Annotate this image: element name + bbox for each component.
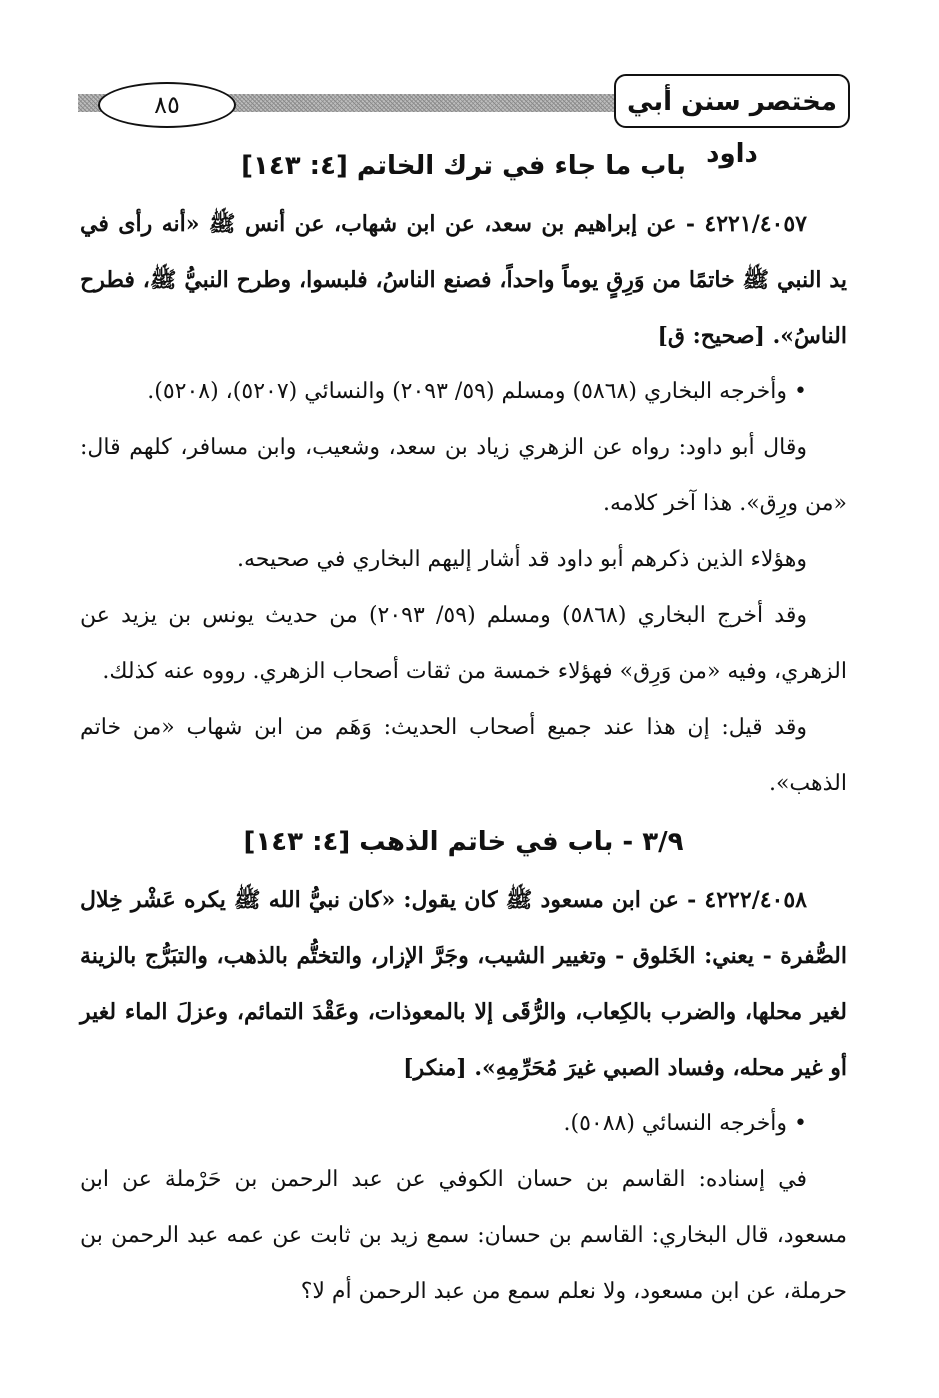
book-title: مختصر سنن أبي داود — [614, 74, 850, 128]
commentary-paragraph: في إسناده: القاسم بن حسان الكوفي عن عبد الرحمن بن حَرْملة عن ابن مسعود، قال البخاري: القاسم بن حسان: سمع زيد بن ثابت عن عمه عبد الرحمن بن حرملة، عن ابن مسعود، ولا نعلم سمع من عبد الرحمن أم لا؟ — [80, 1167, 847, 1304]
page-content — [80, 136, 847, 1320]
chapter-heading-1: باب ما جاء في ترك الخاتم [٤: ١٤٣] — [241, 151, 686, 181]
chapter-heading-2: ٣/٩ - باب في خاتم الذهب [٤: ١٤٣] — [243, 827, 684, 857]
takhrij-4222: • وأخرجه النسائي (٥٠٨٨). — [563, 1111, 807, 1136]
takhrij-4221: • وأخرجه البخاري (٥٨٦٨) ومسلم (٥٩/ ٢٠٩٣) والنسائي (٥٢٠٧)، (٥٢٠٨). — [147, 379, 807, 404]
commentary-paragraph: وقد أخرج البخاري (٥٨٦٨) ومسلم (٥٩/ ٢٠٩٣) من حديث يونس بن يزيد عن الزهري، وفيه «من وَرِق» فهؤلاء خمسة من ثقات أصحاب الزهري. رووه عنه كذلك. — [80, 603, 847, 684]
page-number: ٨٥ — [98, 82, 236, 128]
commentary-paragraph: وهؤلاء الذين ذكرهم أبو داود قد أشار إليهم البخاري في صحيحه. — [237, 547, 807, 572]
hadith-4222: ٤٢٢٢/٤٠٥٨ - عن ابن مسعود ﷺ كان يقول: «كان نبيُّ الله ﷺ يكره عَشْر خِلال الصُّفرة - يعني: الخَلوق - وتغيير الشيب، وجَرَّ الإزار، والتختُّم بالذهب، والتبَرُّج بالزينة لغير محلها، والضرب بالكِعاب، والرُّقَى إلا بالمعوذات، وعَقْدَ التمائم، وعزلَ الماء لغير أو غير محله، وفساد الصبي غيرَ مُحَرِّمِهِ». [منكر] — [80, 887, 847, 1081]
commentary-paragraph: وقد قيل: إن هذا عند جميع أصحاب الحديث: وَهَم من ابن شهاب «من خاتم الذهب». — [80, 715, 847, 796]
commentary-paragraph: وقال أبو داود: رواه عن الزهري زياد بن سعد، وشعيب، وابن مسافر، كلهم قال: «من ورِق». هذا آخر كلامه. — [80, 435, 847, 516]
hadith-4221: ٤٢٢١/٤٠٥٧ - عن إبراهيم بن سعد، عن ابن شهاب، عن أنس ﷺ «أنه رأى في يد النبي ﷺ خاتمًا من وَرِقٍ يوماً واحداً، فصنع الناسُ، فلبسوا، وطرح النبيُّ ﷺ، فطرح الناسُ». [صحيح: ق] — [80, 211, 847, 349]
